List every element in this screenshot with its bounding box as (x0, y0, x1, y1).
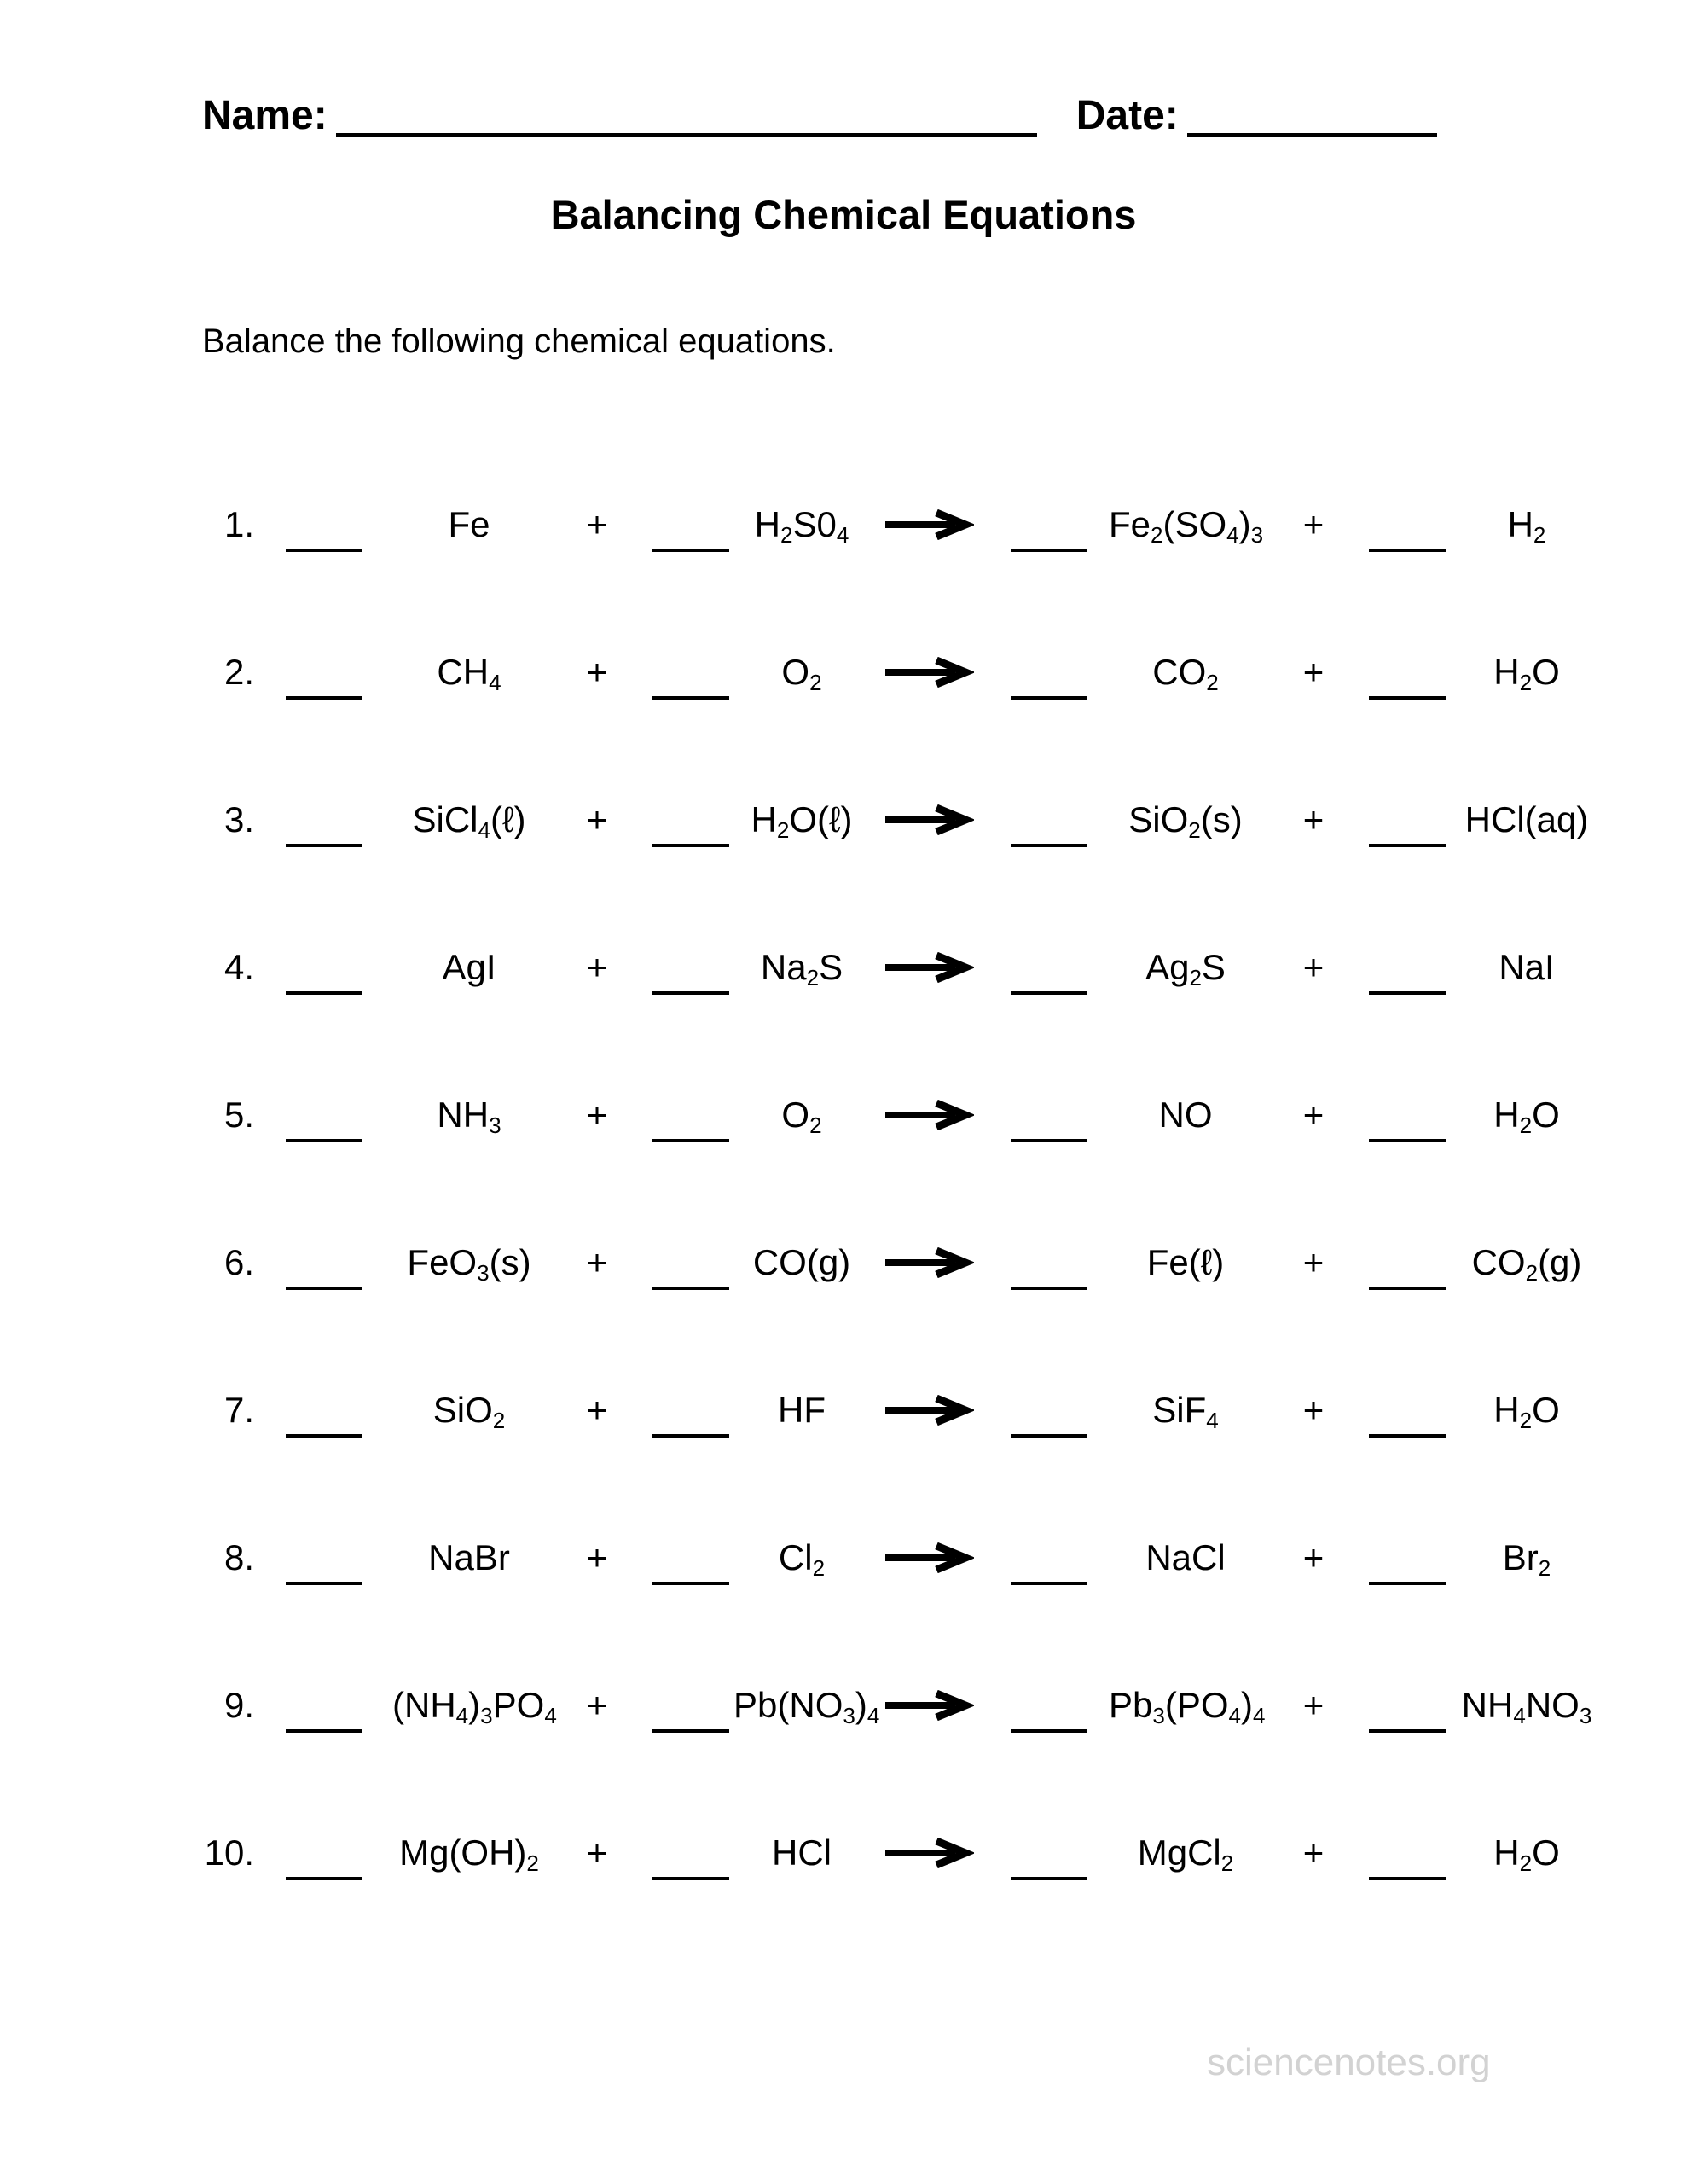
product-formula: $H_2O$ (1493, 1389, 1560, 1433)
plus-sign: + (1302, 946, 1325, 987)
coefficient-blank[interactable] (1365, 598, 1450, 746)
reactant-formula: HCl (772, 1832, 832, 1873)
coefficient-blank[interactable] (989, 1484, 1109, 1631)
blank-line (286, 1877, 362, 1880)
right-arrow-icon (870, 1247, 989, 1278)
blank-line (1369, 1434, 1446, 1438)
blank-line (1369, 1729, 1446, 1733)
coefficient-blank[interactable] (648, 1484, 733, 1631)
product-formula: Fe(ℓ) (1146, 1241, 1225, 1282)
reactant-formula: $NH_3$ (437, 1094, 501, 1138)
coefficient-blank[interactable] (1365, 450, 1450, 598)
coefficient-blank[interactable] (989, 450, 1109, 598)
coefficient-blank[interactable] (989, 1188, 1109, 1336)
coefficient-blank[interactable] (256, 1779, 392, 1926)
equation-number: 3. (223, 799, 254, 839)
plus-sign: + (586, 1389, 608, 1430)
blank-line (1011, 549, 1087, 552)
plus-sign: + (1302, 1389, 1325, 1430)
blank-line (652, 1729, 729, 1733)
blank-line (1011, 1434, 1087, 1438)
equation-row (0, 1041, 1603, 1188)
coefficient-blank[interactable] (1365, 893, 1450, 1041)
blank-line (1369, 1139, 1446, 1142)
equation-row (0, 1779, 1603, 1926)
reactant-formula: FeO$_3$(s) (407, 1241, 531, 1286)
header (202, 93, 1437, 138)
coefficient-blank[interactable] (256, 1041, 392, 1188)
right-arrow-icon (870, 1395, 989, 1426)
page-title: Balancing Chemical Equations (550, 192, 1137, 237)
equation-row (0, 450, 1603, 598)
product-formula: $CO_2(g)$ (1471, 1241, 1582, 1286)
product-formula: $Fe_2(SO_4)_3$ (1109, 503, 1264, 548)
coefficient-blank[interactable] (989, 1631, 1109, 1779)
equation-row (0, 1188, 1603, 1336)
blank-line (1011, 1287, 1087, 1290)
blank-line (1011, 696, 1087, 700)
instruction-text: Balance the following chemical equations. (202, 322, 836, 360)
plus-sign: + (586, 1832, 608, 1873)
product-formula: NaI (1499, 946, 1555, 987)
name-label: Name: (202, 93, 328, 138)
blank-line (1369, 1877, 1446, 1880)
coefficient-blank[interactable] (648, 1631, 733, 1779)
watermark: sciencenotes.org (1207, 2042, 1491, 2083)
name-input-line[interactable] (336, 132, 1037, 137)
right-arrow-icon (870, 804, 989, 835)
reactant-formula: $CH_4$ (437, 651, 501, 695)
coefficient-blank[interactable] (1365, 1336, 1450, 1484)
blank-line (1369, 844, 1446, 847)
blank-line (1369, 991, 1446, 995)
coefficient-blank[interactable] (256, 1631, 392, 1779)
blank-line (1369, 1287, 1446, 1290)
product-formula: $NH_4NO_3$ (1461, 1684, 1592, 1728)
equation-number: 5. (223, 1094, 254, 1135)
blank-line (652, 1434, 729, 1438)
product-formula: NO (1158, 1094, 1213, 1135)
product-formula: $CO_2$ (1152, 651, 1219, 695)
plus-sign: + (586, 503, 608, 544)
coefficient-blank[interactable] (256, 893, 392, 1041)
right-arrow-icon (870, 1100, 989, 1130)
blank-line (286, 844, 362, 847)
reactant-formula: $O_2$ (781, 651, 822, 695)
reactant-formula: NaBr (428, 1536, 510, 1577)
blank-line (286, 991, 362, 995)
reactant-formula: AgI (442, 946, 496, 987)
reactant-formula: $H_2O(\ell)$ (751, 799, 853, 843)
equation-number: 8. (223, 1536, 254, 1577)
right-arrow-icon (870, 509, 989, 540)
coefficient-blank[interactable] (989, 1041, 1109, 1188)
blank-line (652, 991, 729, 995)
equation-number: 7. (223, 1389, 254, 1430)
coefficient-blank[interactable] (256, 1188, 392, 1336)
blank-line (652, 1139, 729, 1142)
right-arrow-icon (870, 952, 989, 983)
coefficient-blank[interactable] (648, 746, 733, 893)
product-formula: $Br_2$ (1502, 1536, 1551, 1581)
plus-sign: + (586, 1094, 608, 1135)
blank-line (1369, 549, 1446, 552)
blank-line (652, 1582, 729, 1585)
coefficient-blank[interactable] (256, 1484, 392, 1631)
coefficient-blank[interactable] (256, 746, 392, 893)
plus-sign: + (1302, 651, 1325, 692)
blank-line (286, 1287, 362, 1290)
equation-number: 2. (223, 651, 254, 692)
blank-line (286, 1139, 362, 1142)
plus-sign: + (586, 946, 608, 987)
coefficient-blank[interactable] (648, 598, 733, 746)
plus-sign: + (1302, 1536, 1325, 1577)
equation-row (0, 746, 1603, 893)
blank-line (286, 549, 362, 552)
equation-number: 1. (223, 503, 254, 544)
reactant-formula: Fe (448, 503, 490, 544)
right-arrow-icon (870, 1542, 989, 1573)
reactant-formula: $O_2$ (781, 1094, 822, 1138)
right-arrow-icon (870, 1690, 989, 1721)
coefficient-blank[interactable] (989, 1779, 1109, 1926)
equation-number: 9. (223, 1684, 254, 1725)
reactant-formula: HF (778, 1389, 826, 1430)
plus-sign: + (1302, 1684, 1325, 1725)
equation-list (0, 450, 1603, 1926)
coefficient-blank[interactable] (648, 893, 733, 1041)
plus-sign: + (586, 1241, 608, 1282)
reactant-formula: CO(g) (752, 1241, 851, 1282)
right-arrow-icon (870, 1838, 989, 1868)
equation-number: 4. (223, 946, 254, 987)
plus-sign: + (1302, 1241, 1325, 1282)
product-formula: $H_2O$ (1493, 1094, 1560, 1138)
blank-line (1011, 1877, 1087, 1880)
blank-line (1369, 696, 1446, 700)
product-formula: $Ag_2S$ (1145, 946, 1226, 990)
blank-line (652, 1287, 729, 1290)
date-input-line[interactable] (1187, 132, 1437, 137)
coefficient-blank[interactable] (1365, 746, 1450, 893)
blank-line (286, 1729, 362, 1733)
blank-line (286, 1582, 362, 1585)
coefficient-blank[interactable] (1365, 1484, 1450, 1631)
reactant-formula: SiCl$_4$(ℓ) (412, 799, 526, 843)
blank-line (1011, 991, 1087, 995)
coefficient-blank[interactable] (989, 893, 1109, 1041)
product-formula: MgCl$_2$ (1137, 1832, 1234, 1876)
blank-line (286, 1434, 362, 1438)
coefficient-blank[interactable] (989, 598, 1109, 746)
product-formula: $H_2$ (1507, 503, 1546, 548)
plus-sign: + (1302, 1832, 1325, 1873)
right-arrow-icon (870, 657, 989, 688)
coefficient-blank[interactable] (256, 450, 392, 598)
plus-sign: + (1302, 1094, 1325, 1135)
equation-number: 6. (223, 1241, 254, 1282)
blank-line (1011, 1139, 1087, 1142)
reactant-formula: $Mg(OH)_2$ (399, 1832, 539, 1876)
equation-row (0, 598, 1603, 746)
coefficient-blank[interactable] (648, 1336, 733, 1484)
blank-line (652, 549, 729, 552)
blank-line (1011, 1729, 1087, 1733)
coefficient-blank[interactable] (256, 598, 392, 746)
reactant-formula: $Cl_2$ (778, 1536, 826, 1581)
plus-sign: + (586, 1684, 608, 1725)
coefficient-blank[interactable] (648, 450, 733, 598)
equation-row (0, 1336, 1603, 1484)
reactant-formula: $Na_2S$ (760, 946, 844, 990)
coefficient-blank[interactable] (1365, 1188, 1450, 1336)
reactant-formula: $H_2S0_4$ (754, 503, 849, 548)
blank-line (286, 696, 362, 700)
plus-sign: + (586, 651, 608, 692)
reactant-formula: SiO$_2$ (432, 1389, 506, 1433)
coefficient-blank[interactable] (648, 1041, 733, 1188)
equation-number: 10. (204, 1832, 254, 1873)
blank-line (652, 696, 729, 700)
blank-line (1011, 1582, 1087, 1585)
product-formula: $Pb_3(PO_4)_4$ (1109, 1684, 1266, 1728)
product-formula: SiO$_2$(s) (1128, 799, 1243, 843)
equation-row (0, 1484, 1603, 1631)
plus-sign: + (586, 1536, 608, 1577)
equation-row (0, 1631, 1603, 1779)
blank-line (1011, 844, 1087, 847)
coefficient-blank[interactable] (1365, 1779, 1450, 1926)
coefficient-blank[interactable] (989, 1336, 1109, 1484)
coefficient-blank[interactable] (256, 1336, 392, 1484)
plus-sign: + (586, 799, 608, 839)
blank-line (652, 1877, 729, 1880)
coefficient-blank[interactable] (648, 1779, 733, 1926)
product-formula: SiF$_4$ (1152, 1389, 1219, 1433)
product-formula: $H_2O$ (1493, 651, 1560, 695)
product-formula: NaCl (1145, 1536, 1226, 1577)
product-formula: HCl(aq) (1464, 799, 1589, 839)
coefficient-blank[interactable] (989, 746, 1109, 893)
date-label: Date: (1075, 93, 1179, 138)
plus-sign: + (1302, 503, 1325, 544)
plus-sign: + (1302, 799, 1325, 839)
product-formula: $H_2O$ (1493, 1832, 1560, 1876)
blank-line (652, 844, 729, 847)
coefficient-blank[interactable] (648, 1188, 733, 1336)
blank-line (1369, 1582, 1446, 1585)
equation-row (0, 893, 1603, 1041)
reactant-formula: $Pb(NO_3)_4$ (733, 1684, 880, 1728)
reactant-formula: $(NH_4)_3PO_4$ (392, 1684, 557, 1728)
coefficient-blank[interactable] (1365, 1631, 1450, 1779)
coefficient-blank[interactable] (1365, 1041, 1450, 1188)
